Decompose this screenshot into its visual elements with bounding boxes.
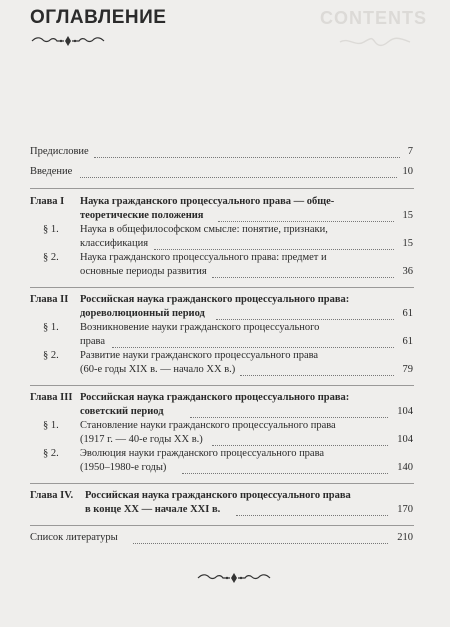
leader-dots bbox=[94, 157, 400, 158]
toc-entry-label: Список литературы bbox=[30, 532, 118, 543]
ornament-divider-icon bbox=[196, 571, 272, 585]
section-divider bbox=[30, 287, 414, 288]
leader-dots bbox=[154, 249, 394, 250]
chapter-title-line2: теоретические положения bbox=[80, 210, 204, 221]
chapter-title-line1: Наука гражданского процессуального права — обще- bbox=[80, 196, 335, 207]
leader-dots bbox=[218, 221, 394, 222]
section-number: § 1. bbox=[43, 420, 59, 431]
section-title-line1: Возникновение науки гражданского процессуального bbox=[80, 322, 320, 333]
bleed-through-heading: CONTENTS bbox=[320, 8, 427, 28]
section-title-line1: Наука в общефилософском смысле: понятие, признаки, bbox=[80, 224, 328, 235]
toc-page-number: 10 bbox=[402, 166, 413, 177]
toc-page-number: 15 bbox=[402, 238, 413, 249]
chapter-title-line1: Российская наука гражданского процессуального права bbox=[85, 490, 351, 501]
toc-page-number: 79 bbox=[402, 364, 413, 375]
section-number: § 2. bbox=[43, 350, 59, 361]
toc-page-number: 210 bbox=[397, 532, 413, 543]
section-title-line2: (1917 г. — 40-е годы XX в.) bbox=[80, 434, 203, 445]
page-title: ОГЛАВЛЕНИЕ bbox=[30, 7, 167, 28]
toc-page-number: 140 bbox=[397, 462, 413, 473]
section-number: § 1. bbox=[43, 322, 59, 333]
section-divider bbox=[30, 188, 414, 189]
section-title-line1: Наука гражданского процессуального права: предмет и bbox=[80, 252, 327, 263]
chapter-label: Глава IV. bbox=[30, 490, 74, 501]
chapter-title-line2: в конце XX — начале XXI в. bbox=[85, 504, 221, 515]
section-divider bbox=[30, 483, 414, 484]
chapter-title-line2: дореволюционный период bbox=[80, 308, 205, 319]
toc-page-number: 104 bbox=[397, 434, 413, 445]
leader-dots bbox=[240, 375, 394, 376]
chapter-label: Глава II bbox=[30, 294, 69, 305]
leader-dots bbox=[212, 445, 388, 446]
toc-page-number: 61 bbox=[402, 308, 413, 319]
toc-page-number: 170 bbox=[397, 504, 413, 515]
toc-entry-label: Предисловие bbox=[30, 146, 89, 157]
toc-page-number: 15 bbox=[402, 210, 413, 221]
section-title-line1: Эволюция науки гражданского процессуального права bbox=[80, 448, 325, 459]
section-title-line2: права bbox=[80, 336, 106, 347]
toc-entry-label: Введение bbox=[30, 166, 73, 177]
toc-page-number: 61 bbox=[402, 336, 413, 347]
section-title-line1: Развитие науки гражданского процессуального права bbox=[80, 350, 319, 361]
section-divider bbox=[30, 525, 414, 526]
leader-dots bbox=[80, 177, 397, 178]
toc-page-number: 36 bbox=[402, 266, 413, 277]
chapter-title-line1: Российская наука гражданского процессуального права: bbox=[80, 294, 350, 305]
chapter-title-line1: Российская наука гражданского процессуального права: bbox=[80, 392, 350, 403]
leader-dots bbox=[112, 347, 394, 348]
section-number: § 2. bbox=[43, 448, 59, 459]
chapter-label: Глава III bbox=[30, 392, 73, 403]
toc-page-number: 104 bbox=[397, 406, 413, 417]
section-title-line1: Становление науки гражданского процессуального права bbox=[80, 420, 336, 431]
leader-dots bbox=[182, 473, 388, 474]
section-title-line2: (60-е годы XIX в. — начало XX в.) bbox=[80, 364, 236, 375]
leader-dots bbox=[212, 277, 394, 278]
section-number: § 2. bbox=[43, 252, 59, 263]
bleed-through-ornament-icon bbox=[338, 36, 412, 48]
toc-page-number: 7 bbox=[407, 146, 413, 157]
chapter-label: Глава I bbox=[30, 196, 65, 207]
section-divider bbox=[30, 385, 414, 386]
section-title-line2: классификация bbox=[80, 238, 149, 249]
section-title-line2: основные периоды развития bbox=[80, 266, 207, 277]
section-number: § 1. bbox=[43, 224, 59, 235]
leader-dots bbox=[133, 543, 388, 544]
leader-dots bbox=[216, 319, 394, 320]
leader-dots bbox=[190, 417, 388, 418]
ornament-divider-icon bbox=[30, 34, 106, 48]
chapter-title-line2: советский период bbox=[80, 406, 164, 417]
section-title-line2: (1950–1980-е годы) bbox=[80, 462, 167, 473]
leader-dots bbox=[236, 515, 388, 516]
